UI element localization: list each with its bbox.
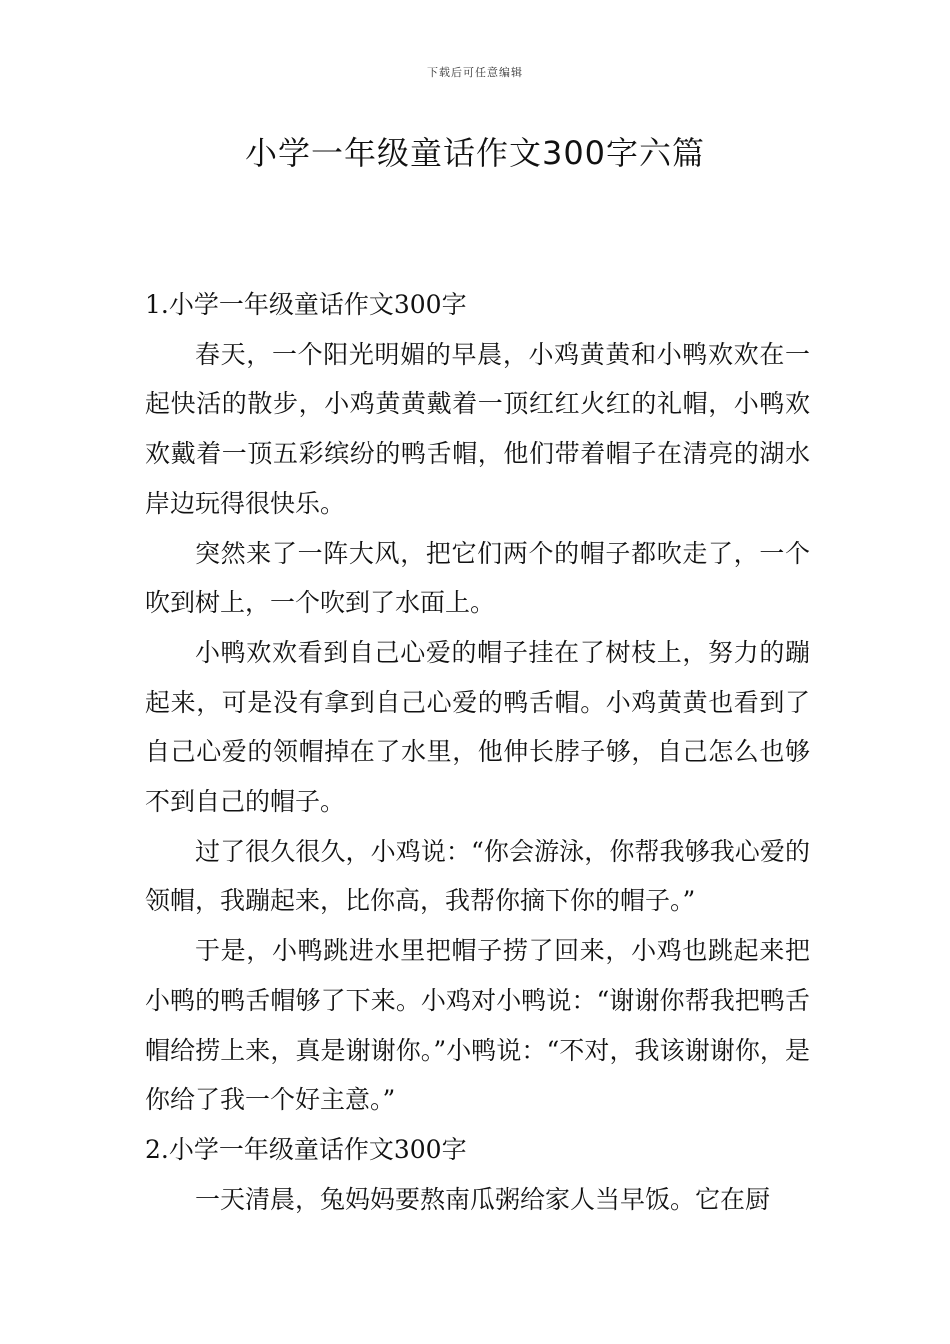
- section-heading: 1.小学一年级童话作文300字: [145, 290, 467, 319]
- paragraph: 春天，一个阳光明媚的早晨，小鸡黄黄和小鸭欢欢在一起快活的散步，小鸡黄黄戴着一顶红红火红的礼帽，小鸭欢欢戴着一顶五彩缤纷的鸭舌帽，他们带着帽子在清亮的湖水岸边玩得很快乐。: [145, 339, 810, 518]
- section-heading: 2.小学一年级童话作文300字: [145, 1134, 467, 1164]
- document-body: [145, 280, 810, 1224]
- paragraph: 小鸭欢欢看到自己心爱的帽子挂在了树枝上，努力的蹦起来，可是没有拿到自己心爱的鸭舌帽。小鸡黄黄也看到了自己心爱的领帽掉在了水里，他伸长脖子够，自己怎么也够不到自己的帽子。: [145, 637, 810, 817]
- paragraph: 于是，小鸭跳进水里把帽子捞了回来，小鸡也跳起来把小鸭的鸭舌帽够了下来。小鸡对小鸭说：“谢谢你帮我把鸭舌帽给捞上来，真是谢谢你。”小鸭说：“不对，我该谢谢你，是你给了我一个好主意。”: [145, 936, 810, 1115]
- section-2: [145, 1125, 810, 1224]
- paragraph: 突然来了一阵大风，把它们两个的帽子都吹走了，一个吹到树上，一个吹到了水面上。: [145, 538, 810, 618]
- section-1: [145, 280, 810, 1125]
- header-note: 下载后可任意编辑: [427, 66, 523, 79]
- paragraph: 一天清晨，兔妈妈要熬南瓜粥给家人当早饭。它在厨: [195, 1184, 771, 1214]
- paragraph: 过了很久很久，小鸡说：“你会游泳，你帮我够我心爱的领帽，我蹦起来，比你高，我帮你摘下你的帽子。”: [145, 836, 810, 916]
- document-title: 小学一年级童话作文300字六篇: [244, 134, 706, 172]
